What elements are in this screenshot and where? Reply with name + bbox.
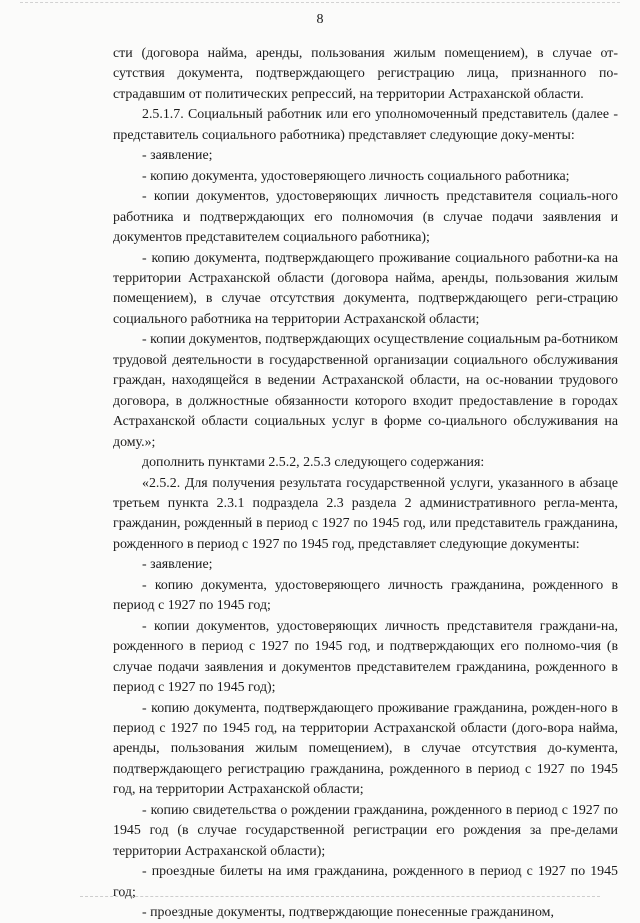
scan-artifact-top — [20, 2, 620, 6]
list-item: - копию документа, подтверждающего проживание социального работни-ка на территории Астраханской области (договора найма, аренды, пользования жилым помещением), в случае отсутствия документа, подтверждающего реги-страцию социального работника на территории Астраханской области; — [113, 250, 618, 327]
document-body — [113, 44, 618, 923]
list-item: - копию документа, подтверждающего проживание гражданина, рожден-ного в период с 1927 по 1945 год, на территории Астраханской области (дого-вора найма, аренды, пользования жилым помещением), в случае отсутствия до-кумента, подтверждающего регистрацию гражданина, рожденного в период с 1927 по 1945 год, на территории Астраханской области; — [113, 700, 618, 798]
list-item: - копии документов, подтверждающих осуществление социальным ра-ботником трудовой деятельности в государственной организации социального обслуживания граждан, находящейся в ведении Астраханской области, на ос-новании трудового договора, в должностные обязанности которого входит предоставление в городах Астраханской области социальных услуг в форме со-циального обслуживания на дому.»; — [113, 332, 618, 450]
list-item: - копию документа, удостоверяющего личность социального работника; — [142, 168, 570, 184]
list-item: - заявление; — [142, 557, 213, 573]
list-item: - копии документов, удостоверяющих личность представителя граждани-на, рожденного в период с 1927 по 1945 год, и подтверждающих его полномо-чия (в случае подачи заявления и документов представителем гражданина, рожденного в период с 1927 по 1945 год); — [113, 618, 618, 696]
list-item: - копии документов, удостоверяющих личность представителя социаль-ного работника и подтверждающих его полномочия (в случае подачи заявления и документов представителем социального работника); — [113, 189, 618, 246]
list-item: - заявление; — [142, 148, 213, 164]
list-item: - проездные билеты на имя гражданина, рожденного в период с 1927 по 1945 год; — [113, 864, 618, 900]
list-item: - копию свидетельства о рождении гражданина, рожденного в период с 1927 по 1945 год (в случае государственной регистрации его рождения за пре-делами территории Астраханской области); — [113, 802, 618, 859]
list-item: - копию документа, удостоверяющего личность гражданина, рожденного в период с 1927 по 1945 год; — [113, 577, 618, 614]
paragraph-2-5-2: «2.5.2. Для получения результата государственной услуги, указанного в абзаце третьем пункта 2.3.1 подраздела 2.3 раздела 2 административного регла-мента, гражданин, рожденный в период с 1927 по 1945 год, или представитель гражданина, рожденного в период с 1927 по 1945 год, представляет следующие документы: — [113, 475, 618, 552]
list-item: - проездные документы, подтверждающие понесенные гражданином, — [142, 905, 554, 921]
paragraph-2-5-1-7: 2.5.1.7. Социальный работник или его уполномоченный представитель (далее - представитель социального работника) представляет следующие доку-менты: — [113, 107, 618, 143]
scan-artifact-bottom — [80, 896, 600, 900]
paragraph-continuation: сти (договора найма, аренды, пользования жилым помещением), в случае от-сутствия документа, подтверждающего регистрацию лица, признанного по-страдавшим от политических репрессий, на территории Астраханской области. — [113, 46, 618, 102]
page-number: 8 — [316, 12, 324, 27]
paragraph-amendment: дополнить пунктами 2.5.2, 2.5.3 следующего содержания: — [142, 455, 485, 471]
